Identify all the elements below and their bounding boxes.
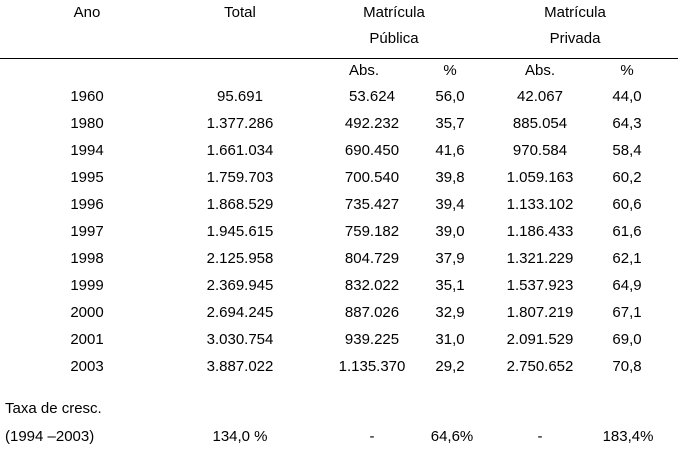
row-abs-publica: 887.026: [344, 304, 400, 321]
row-abs-privada: 1.537.923: [506, 277, 574, 294]
row-pct-publica: 35,1: [435, 277, 465, 294]
row-pct-privada: 62,1: [612, 250, 642, 267]
row-total: 1.759.703: [206, 169, 274, 186]
row-pct-publica: 37,9: [435, 250, 465, 267]
footer-abs-publica: -: [369, 428, 375, 445]
row-pct-publica: 31,0: [435, 331, 465, 348]
row-pct-privada: 67,1: [612, 304, 642, 321]
row-pct-privada: 60,6: [612, 196, 642, 213]
row-pct-publica: 56,0: [435, 88, 465, 105]
header-publica-line1: Matrícula: [363, 4, 425, 21]
row-pct-privada: 64,9: [612, 277, 642, 294]
row-ano: 1997: [70, 223, 104, 240]
row-pct-publica: 41,6: [435, 142, 465, 159]
row-abs-publica: 832.022: [344, 277, 400, 294]
row-pct-privada: 61,6: [612, 223, 642, 240]
row-total: 3.887.022: [206, 358, 274, 375]
row-abs-privada: 970.584: [512, 142, 568, 159]
row-pct-privada: 64,3: [612, 115, 642, 132]
row-pct-privada: 44,0: [612, 88, 642, 105]
header-total: Total: [224, 4, 256, 21]
header-ano: Ano: [73, 4, 101, 21]
row-ano: 2001: [70, 331, 104, 348]
header-privada-line2: Privada: [549, 30, 601, 47]
footer-abs-privada: -: [537, 428, 543, 445]
row-pct-publica: 32,9: [435, 304, 465, 321]
row-pct-privada: 58,4: [612, 142, 642, 159]
row-ano: 2000: [70, 304, 104, 321]
row-total: 2.369.945: [206, 277, 274, 294]
row-abs-privada: 885.054: [512, 115, 568, 132]
row-ano: 1995: [70, 169, 104, 186]
subheader-pct-privada: %: [620, 62, 634, 79]
row-abs-publica: 759.182: [344, 223, 400, 240]
row-abs-privada: 2.750.652: [506, 358, 574, 375]
footer-label-line1: Taxa de cresc.: [5, 400, 102, 417]
row-pct-privada: 60,2: [612, 169, 642, 186]
row-total: 1.377.286: [206, 115, 274, 132]
row-total: 2.694.245: [206, 304, 274, 321]
row-abs-publica: 700.540: [344, 169, 400, 186]
header-publica-line2: Pública: [369, 30, 419, 47]
header-rule: [0, 58, 678, 59]
header-privada-line1: Matrícula: [544, 4, 606, 21]
row-total: 1.661.034: [206, 142, 274, 159]
row-ano: 1999: [70, 277, 104, 294]
footer-label-line2: (1994 –2003): [5, 428, 95, 445]
row-abs-privada: 1.133.102: [506, 196, 574, 213]
row-ano: 1980: [70, 115, 104, 132]
row-ano: 1994: [70, 142, 104, 159]
row-abs-publica: 53.624: [349, 88, 395, 105]
row-total: 1.868.529: [206, 196, 274, 213]
row-pct-publica: 35,7: [435, 115, 465, 132]
row-ano: 1996: [70, 196, 104, 213]
row-abs-privada: 2.091.529: [506, 331, 574, 348]
row-pct-publica: 39,4: [435, 196, 465, 213]
row-ano: 1998: [70, 250, 104, 267]
subheader-pct-publica: %: [443, 62, 457, 79]
row-abs-publica: 1.135.370: [338, 358, 406, 375]
row-abs-publica: 804.729: [344, 250, 400, 267]
row-total: 1.945.615: [206, 223, 274, 240]
row-total: 3.030.754: [206, 331, 274, 348]
row-pct-privada: 70,8: [612, 358, 642, 375]
footer-pct-privada: 183,4%: [602, 428, 654, 445]
footer-pct-publica: 64,6%: [430, 428, 474, 445]
row-abs-privada: 1.807.219: [506, 304, 574, 321]
row-total: 95.691: [217, 88, 263, 105]
row-abs-privada: 1.059.163: [506, 169, 574, 186]
row-pct-publica: 39,8: [435, 169, 465, 186]
row-ano: 2003: [70, 358, 104, 375]
footer-total: 134,0 %: [212, 428, 268, 445]
row-pct-publica: 29,2: [435, 358, 465, 375]
row-ano: 1960: [70, 88, 104, 105]
row-abs-publica: 939.225: [344, 331, 400, 348]
row-abs-privada: 1.186.433: [506, 223, 574, 240]
row-abs-privada: 42.067: [517, 88, 563, 105]
row-abs-publica: 735.427: [344, 196, 400, 213]
row-abs-publica: 690.450: [344, 142, 400, 159]
subheader-abs-publica: Abs.: [348, 62, 380, 79]
subheader-abs-privada: Abs.: [524, 62, 556, 79]
row-abs-privada: 1.321.229: [506, 250, 574, 267]
row-pct-publica: 39,0: [435, 223, 465, 240]
row-pct-privada: 69,0: [612, 331, 642, 348]
row-abs-publica: 492.232: [344, 115, 400, 132]
row-total: 2.125.958: [206, 250, 274, 267]
